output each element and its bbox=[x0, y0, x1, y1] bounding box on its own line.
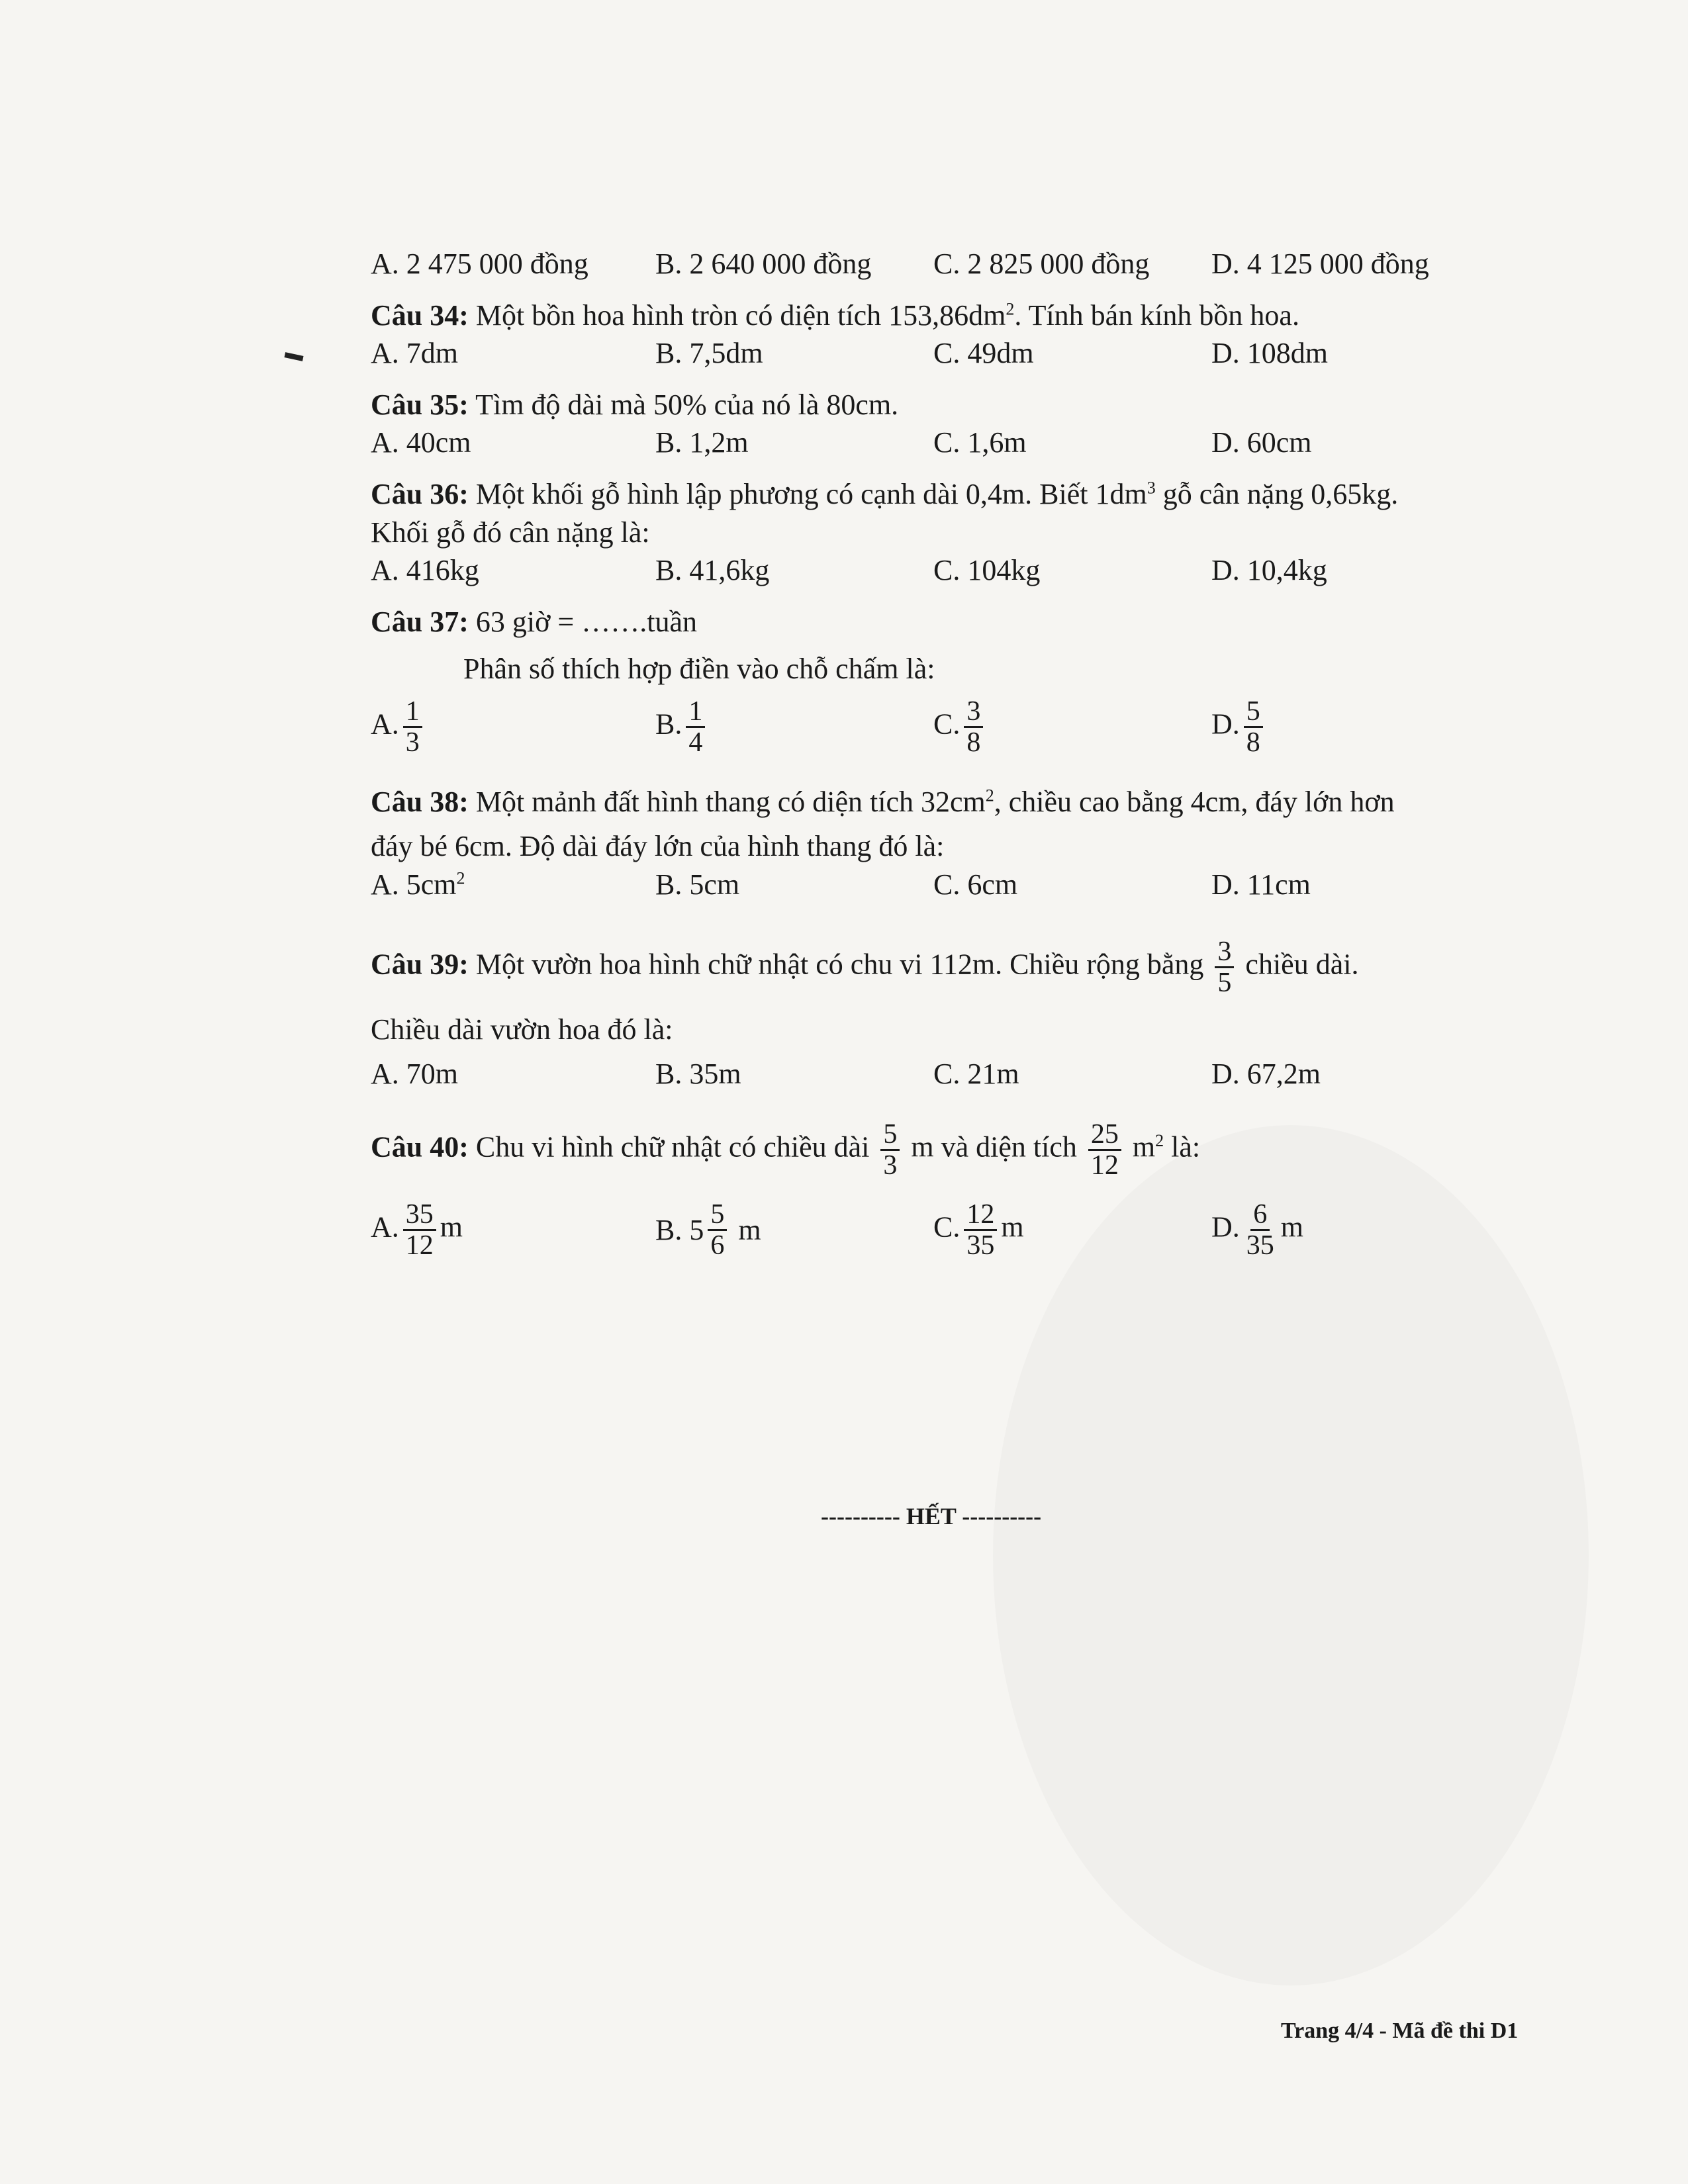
q40-option-a-unit: m bbox=[440, 1210, 463, 1244]
q36-text-end: gỗ cân nặng 0,65kg. bbox=[1155, 478, 1399, 511]
fraction-numerator: 5 bbox=[880, 1120, 900, 1151]
q37-option-c-letter: C. bbox=[933, 707, 961, 741]
q39-fraction bbox=[1215, 937, 1234, 997]
margin-mark bbox=[284, 352, 303, 361]
q38-stem bbox=[371, 783, 1562, 821]
fraction-numerator: 5 bbox=[708, 1200, 727, 1231]
q33-option-a: A. 2 475 000 đồng bbox=[371, 248, 588, 280]
q33-option-c: C. 2 825 000 đồng bbox=[933, 248, 1150, 280]
q39-option-c: C. 21m bbox=[933, 1057, 1019, 1090]
q40-option-a-letter: A. bbox=[371, 1210, 399, 1244]
q33-options bbox=[371, 245, 1562, 296]
q38-option-c: C. 6cm bbox=[933, 868, 1018, 901]
fraction-denominator: 3 bbox=[405, 727, 420, 758]
question-list bbox=[371, 245, 1562, 1293]
q40-option-a-fraction bbox=[403, 1200, 436, 1260]
q40-area-sup: 2 bbox=[1155, 1130, 1164, 1150]
q37-option-b-letter: B. bbox=[655, 707, 682, 741]
q34-label: Câu 34: bbox=[371, 299, 469, 332]
q38-sup: 2 bbox=[985, 786, 994, 805]
fraction-denominator: 8 bbox=[1246, 727, 1260, 758]
fraction-denominator: 12 bbox=[1090, 1150, 1119, 1181]
page-footer: Trang 4/4 - Mã đề thi D1 bbox=[1281, 2019, 1519, 2043]
fraction-numerator: 12 bbox=[964, 1200, 997, 1231]
q34-option-b: B. 7,5dm bbox=[655, 337, 763, 370]
q37-option-d-letter: D. bbox=[1211, 707, 1240, 741]
q39-label: Câu 39: bbox=[371, 948, 469, 981]
fraction-denominator: 35 bbox=[966, 1230, 995, 1261]
q40-option-b-unit: m bbox=[738, 1214, 761, 1247]
q40-option-b-mixed-number bbox=[689, 1200, 731, 1260]
q40-option-b-fraction bbox=[708, 1200, 727, 1260]
q39-text-end: chiều dài. bbox=[1245, 948, 1359, 981]
q34-option-c: C. 49dm bbox=[933, 337, 1034, 370]
q39-stem-line2: Chiều dài vườn hoa đó là: bbox=[371, 1013, 673, 1046]
q39-stem bbox=[371, 937, 1562, 997]
q38-option-b: B. 5cm bbox=[655, 868, 740, 901]
q33-option-b: B. 2 640 000 đồng bbox=[655, 248, 872, 280]
q37-option-b bbox=[655, 697, 709, 757]
q40-text-4: là: bbox=[1171, 1130, 1201, 1163]
fraction-numerator: 35 bbox=[403, 1200, 436, 1231]
q36-stem-line2: Khối gỗ đó cân nặng là: bbox=[371, 516, 650, 549]
q35-option-b: B. 1,2m bbox=[655, 426, 749, 459]
q40-text-2: m và diện tích bbox=[911, 1130, 1077, 1163]
q37-option-c-fraction bbox=[964, 697, 983, 757]
q37-option-c bbox=[933, 697, 987, 757]
q35-option-d: D. 60cm bbox=[1211, 426, 1312, 459]
q40-text-1: Chu vi hình chữ nhật có chiều dài bbox=[475, 1130, 870, 1163]
q40-text-3: m bbox=[1132, 1130, 1156, 1163]
q40-option-a bbox=[371, 1200, 463, 1260]
q35-text: Tìm độ dài mà 50% của nó là 80cm. bbox=[475, 388, 899, 422]
q38-label: Câu 38: bbox=[371, 786, 469, 819]
q35-options bbox=[371, 424, 1562, 475]
q38-text-end: , chiều cao bằng 4cm, đáy lớn hơn bbox=[994, 786, 1395, 819]
q37-subtext: Phân số thích hợp điền vào chỗ chấm là: bbox=[463, 652, 935, 685]
q40-option-c-unit: m bbox=[1001, 1210, 1024, 1244]
q37-option-d bbox=[1211, 697, 1267, 757]
q40-options bbox=[371, 1200, 1562, 1293]
q40-stem bbox=[371, 1120, 1562, 1180]
q39-option-d: D. 67,2m bbox=[1211, 1057, 1321, 1090]
q37-text: 63 giờ = …….tuần bbox=[475, 605, 697, 638]
fraction-denominator: 12 bbox=[405, 1230, 434, 1261]
q36-text: Một khối gỗ hình lập phương có cạnh dài 0,4m. Biết 1dm bbox=[475, 478, 1147, 511]
fraction-denominator: 4 bbox=[688, 727, 703, 758]
q36-option-a: A. 416kg bbox=[371, 553, 479, 586]
q35-option-c: C. 1,6m bbox=[933, 426, 1027, 459]
q40-option-d-unit: m bbox=[1280, 1210, 1304, 1244]
q40-option-d-fraction bbox=[1244, 1200, 1277, 1260]
q40-length-fraction bbox=[880, 1120, 900, 1180]
fraction-numerator: 1 bbox=[403, 697, 422, 728]
q40-option-d bbox=[1211, 1200, 1303, 1260]
q38-option-a-text: A. 5cm bbox=[371, 868, 457, 901]
q38-text: Một mảnh đất hình thang có diện tích 32cm bbox=[475, 786, 986, 819]
fraction-denominator: 35 bbox=[1246, 1230, 1274, 1261]
q39-options bbox=[371, 1055, 1562, 1107]
fraction-numerator: 5 bbox=[1244, 697, 1263, 728]
q40-option-d-letter: D. bbox=[1211, 1210, 1240, 1244]
q34-sup: 2 bbox=[1006, 299, 1015, 319]
q36-sup: 3 bbox=[1147, 478, 1156, 498]
mixed-whole: 5 bbox=[689, 1214, 704, 1247]
q37-label: Câu 37: bbox=[371, 605, 469, 638]
fraction-numerator: 3 bbox=[1215, 937, 1234, 968]
q39-text: Một vườn hoa hình chữ nhật có chu vi 112m. Chiều rộng bằng bbox=[475, 948, 1204, 981]
fraction-denominator: 8 bbox=[966, 727, 981, 758]
q36-options bbox=[371, 551, 1562, 603]
q40-option-c-letter: C. bbox=[933, 1210, 961, 1244]
fraction-numerator: 6 bbox=[1250, 1200, 1270, 1231]
q34-stem bbox=[371, 296, 1562, 334]
fraction-numerator: 3 bbox=[964, 697, 983, 728]
q39-option-b: B. 35m bbox=[655, 1057, 741, 1090]
q39-option-a: A. 70m bbox=[371, 1057, 458, 1090]
q40-option-b-letter: B. bbox=[655, 1214, 682, 1247]
fraction-denominator: 3 bbox=[883, 1150, 898, 1181]
fraction-denominator: 5 bbox=[1217, 967, 1232, 998]
q35-stem bbox=[371, 386, 1562, 424]
q37-option-a-fraction bbox=[403, 697, 422, 757]
fraction-numerator: 1 bbox=[686, 697, 705, 728]
q38-options bbox=[371, 866, 1562, 917]
q38-option-a bbox=[371, 866, 465, 903]
q37-option-b-fraction bbox=[686, 697, 705, 757]
q34-option-d: D. 108dm bbox=[1211, 337, 1328, 370]
q34-text-end: . Tính bán kính bồn hoa. bbox=[1014, 299, 1299, 332]
q40-area-fraction bbox=[1088, 1120, 1121, 1180]
q35-label: Câu 35: bbox=[371, 388, 469, 422]
fraction-numerator: 25 bbox=[1088, 1120, 1121, 1151]
q40-option-c bbox=[933, 1200, 1024, 1260]
q36-stem bbox=[371, 475, 1562, 513]
q36-option-d: D. 10,4kg bbox=[1211, 553, 1327, 586]
q33-option-d: D. 4 125 000 đồng bbox=[1211, 248, 1429, 280]
q38-option-d: D. 11cm bbox=[1211, 868, 1311, 901]
q40-label: Câu 40: bbox=[371, 1130, 469, 1163]
q36-label: Câu 36: bbox=[371, 478, 469, 511]
q40-option-c-fraction bbox=[964, 1200, 997, 1260]
q36-option-c: C. 104kg bbox=[933, 553, 1041, 586]
q37-stem bbox=[371, 603, 1562, 641]
end-marker: ---------- HẾT ---------- bbox=[821, 1503, 1042, 1529]
q36-option-b: B. 41,6kg bbox=[655, 553, 770, 586]
q37-option-a bbox=[371, 697, 426, 757]
q38-stem-line2: đáy bé 6cm. Độ dài đáy lớn của hình thang đó là: bbox=[371, 830, 945, 863]
q34-option-a: A. 7dm bbox=[371, 337, 458, 370]
q40-option-b bbox=[655, 1200, 761, 1260]
q38-option-a-sup: 2 bbox=[456, 868, 465, 887]
q37-option-a-letter: A. bbox=[371, 707, 399, 741]
q37-options bbox=[371, 697, 1562, 776]
q34-options bbox=[371, 334, 1562, 386]
fraction-denominator: 6 bbox=[710, 1230, 725, 1261]
q35-option-a: A. 40cm bbox=[371, 426, 471, 459]
q34-text: Một bồn hoa hình tròn có diện tích 153,86dm bbox=[475, 299, 1006, 332]
q37-option-d-fraction bbox=[1244, 697, 1263, 757]
